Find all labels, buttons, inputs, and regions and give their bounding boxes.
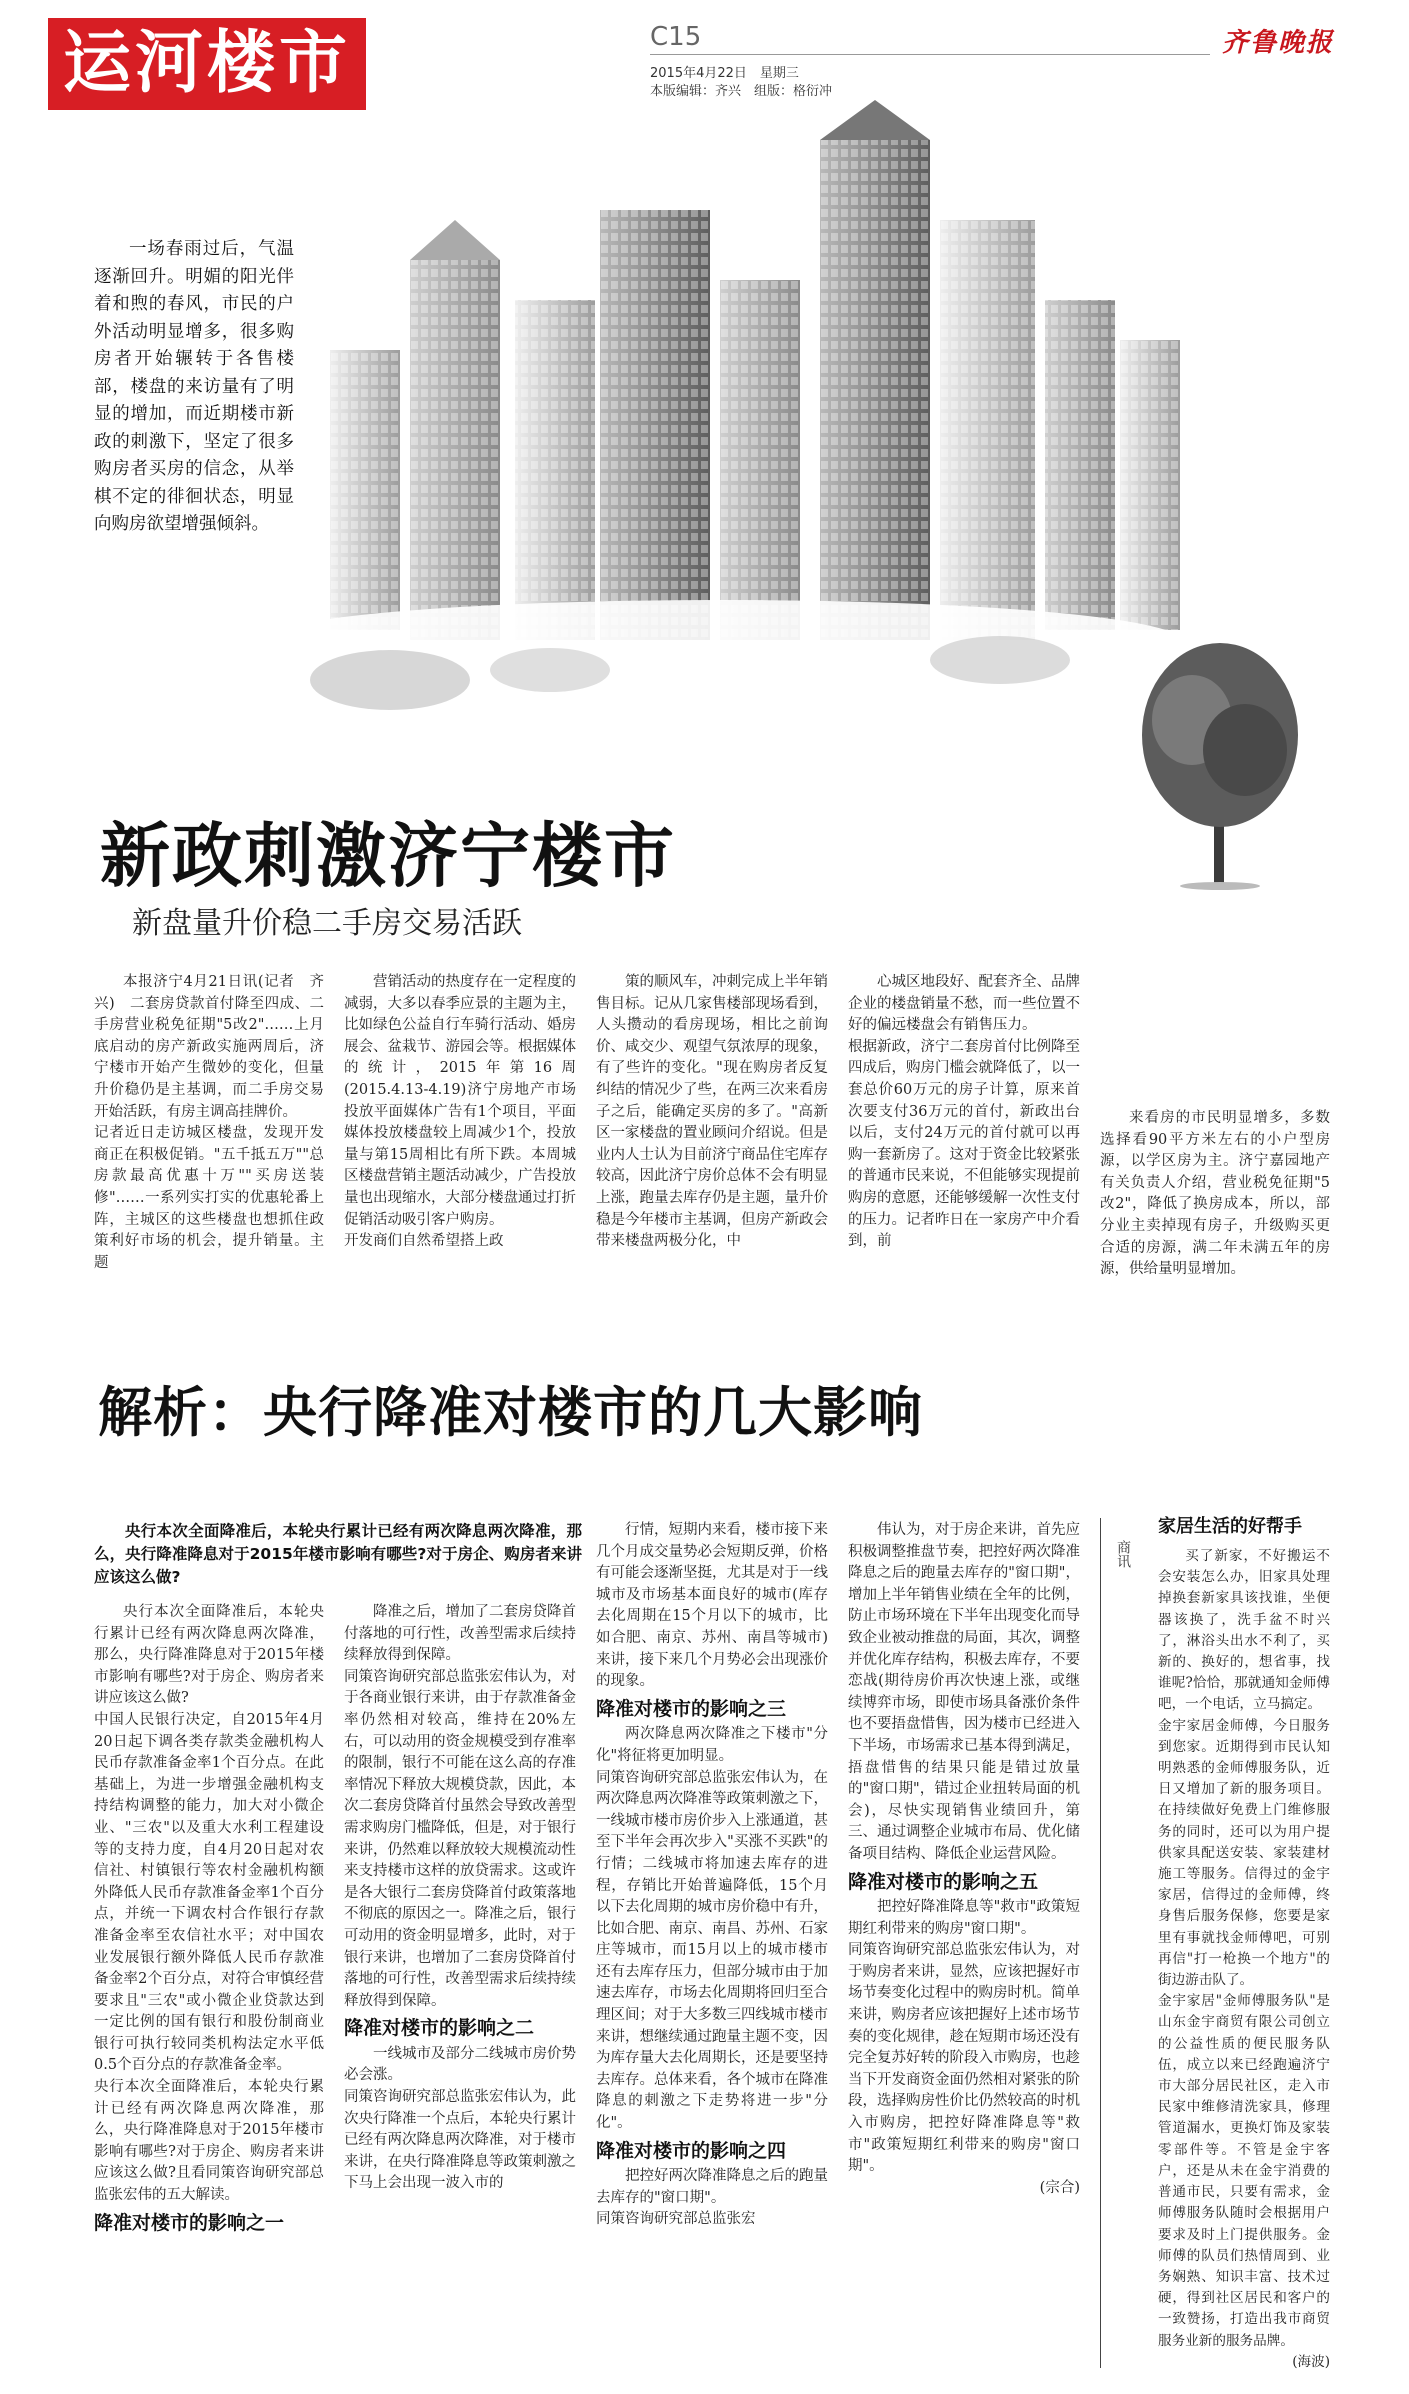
article2-col2 [344, 1602, 576, 2195]
sidebar-body [1158, 1546, 1330, 2373]
date-line: 2015年4月22日 星期三 [650, 66, 799, 81]
article1-col3 [596, 972, 828, 1253]
article2-col4-text: 伟认为，对于房企来讲，首先应积极调整推盘节奏，把控好两次降准降息之后的跑量去库存的"窗口期"，增加上半年销售业绩在全年的比例，防止市场环境在下半年出现变化而导致企业被动推盘的局面，其次，调整并优化库存结构，积极去库存，不要恋战(期待房价再次快速上涨，或继续博弈市场，即使市场具备涨价条件也不要捂盘惜售，因为楼市已经进入下半场，市场需求已基本得到满足，捂盘惜售的结果只能是错过放量的"窗口期"，错过企业扭转局面的机会)，尽快实现销售业绩回升，第三、通过调整企业城市布局、优化储备项目结构、降低企业运营风险。 [848, 1522, 1080, 1862]
article2-col1-text: 央行本次全面降准后，本轮央行累计已经有两次降息两次降准，那么，央行降准降息对于2015年楼市影响有哪些?对于房企、购房者来讲应该这么做? 中国人民银行决定，自2015年4月20日起下调各类存款类金融机构人民币存款准备金率1个百分点。在此基础上，为进一步增强金融机构支持结构调整的能力，加大对小微企业、"三农"以及重大水利工程建设等的支持力度，自4月20日起对农信社、村镇银行等农村金融机构额外降低人民币存款准备金率1个百分点，并统一下调农村合作银行存款准备金率至农信社水平；对中国农业发展银行额外降低人民币存款准备金率2个百分点，对符合审慎经营要求且"三农"或小微企业贷款达到一定比例的国有银行和股份制商业银行可执行较同类机构法定水平低0.5个百分点的存款准备金率。 央行本次全面降准后，本轮央行累计已经有两次降息两次降准，那么，央行降准降息对于2015年楼市影响有哪些?对于房企、购房者来讲应该这么做?且看同策咨询研究部总监张宏伟的五大解读。 [94, 1604, 324, 2204]
article2-intro: 央行本次全面降准后，本轮央行累计已经有两次降息两次降准，那么，央行降准降息对于2015年楼市影响有哪些?对于房企、购房者来讲应该这么做? [94, 1522, 582, 1586]
article1-col2 [344, 972, 576, 1253]
article2-subhead-2: 降准对楼市的影响之二 [344, 2017, 535, 2040]
section-title: 运河楼市 [62, 24, 351, 103]
sidebar-title: 家居生活的好帮手 [1158, 1516, 1302, 1537]
sidebar-divider [1100, 1518, 1101, 2368]
sidebar-label: 商讯 [1115, 1540, 1131, 1568]
article1-col5-text: 来看房的市民明显增多，多数选择看90平方米左右的小户型房源，以学区房为主。济宁嘉园地产有关负责人介绍，营业税免征期"5改2"，降低了换房成本，所以，部分业主卖掉现有房子，升级购买更合适的房源，满二年未满五年的房源，供给量明显增加。 [1100, 1110, 1330, 1278]
article2-subhead-3: 降准对楼市的影响之三 [596, 1697, 787, 1720]
article2-col4 [848, 1520, 1080, 2199]
lead-paragraph: 一场春雨过后，气温逐渐回升。明媚的阳光伴着和煦的春风，市民的户外活动明显增多，很多购房者开始辗转于各售楼部，楼盘的来访量有了明显的增加，而近期楼市新政的刺激下，坚定了很多购房者买房的信念，从举棋不定的徘徊状态，明显向购房欲望增强倾斜。 [94, 239, 294, 534]
page-code: C15 [650, 22, 702, 52]
article2-byline: (宗合) [1039, 2179, 1080, 2196]
article2-subhead-5: 降准对楼市的影响之五 [848, 1870, 1039, 1893]
article2-headline: 解析：央行降准对楼市的几大影响 [98, 1381, 923, 1444]
article2-col4b-text: 把控好降准降息等"救市"政策短期红利带来的购房"窗口期"。 同策咨询研究部总监张宏伟认为，对于购房者来讲，显然，应该把握好市场节奏变化过程中的购房时机。简单来讲，购房者应该把握好上述市场节奏的变化规律，趁在短期市场还没有完全复苏好转的阶段入市购房，也趁当下开发商资金面仍然相对紧张的阶段，选择购房性价比仍然较高的时机入市购房，把控好降准降息等"救市"政策短期红利带来的购房"窗口期"。 [848, 1899, 1080, 2175]
article2-col3b-text: 两次降息两次降准之下楼市"分化"将征将更加明显。 同策咨询研究部总监张宏伟认为，在两次降息两次降准等政策刺激之下，一线城市楼市房价步入上涨通道，甚至下半年会再次步入"买涨不买跌"的行情；二线城市将加速去库存的进程，存销比开始普遍降低，15个月以下去化周期的城市房价稳中有升，比如合肥、南京、南昌、苏州、石家庄等城市，而15月以上的城市楼市还有去库存压力，但部分城市由于加速去库存，市场去化周期将回归至合理区间；对于大多数三四线城市楼市来讲，想继续通过跑量主题不变，因为库存量大去化周期长，还是要坚持去库存。总体来看，各个城市在降准降息的刺激之下走势将进一步"分化"。 [596, 1726, 828, 2132]
sidebar-body-text: 买了新家，不好搬运不会安装怎么办，旧家具处理掉换套新家具该找谁，坐便器该换了，洗手盆不时兴了，淋浴头出水不利了，买新的、换好的，想省事，找谁呢?恰恰，那就通知金师傅吧，一个电话，立马搞定。 金宇家居金师傅，今日服务到您家。近期得到市民认知明熟悉的金师傅服务队，近日又增加了新的服务项目。在持续做好免费上门维修服务的同时，还可以为用户提供家具配送安装、家装建材施工等服务。信得过的金宇家居，信得过的金师傅，终身售后服务保修，您要是家里有事就找金师傅吧，可别再信"打一枪换一个地方"的街边游击队了。 金宇家居"金师傅服务队"是山东金宇商贸有限公司创立的公益性质的便民服务队伍，成立以来已经跑遍济宁市大部分居民社区，走入市民家中维修清洗家具，修理管道漏水，更换灯饰及家装零部件等。不管是金宇客户，还是从未在金宇消费的普通市民，只要有需求，金师傅服务队随时会根据用户要求及时上门提供服务。金师傅的队员们热情周到、业务娴熟、知识丰富、技术过硬，得到社区居民和客户的一致赞扬，打造出我市商贸服务业新的服务品牌。 [1158, 1548, 1330, 2349]
article1-col1 [94, 972, 324, 1274]
article2-subhead-1: 降准对楼市的影响之一 [94, 2211, 285, 2234]
article1-col3-text: 策的顺风车，冲刺完成上半年销售目标。记从几家售楼部现场看到，人头攒动的看房现场，相比之前询价、咸交少、观望气氛浓厚的现象，有了些许的变化。"现在购房者反复纠结的情况少了些，在两三次来看房子之后，能确定买房的多了。"高新区一家楼盘的置业顾问介绍说。但是业内人士认为目前济宁商品住宅库存较高，因此济宁房价总体不会有明显上涨，跑量去库存仍是主题，量升价稳是今年楼市主基调，但房产新政会带来楼盘两极分化，中 [596, 974, 828, 1250]
tree-illustration [1130, 640, 1310, 890]
paper-logo: 齐鲁晚报 [1222, 28, 1335, 58]
section-title-banner [48, 18, 366, 110]
article2-col3c-text: 把控好两次降准降息之后的跑量去库存的"窗口期"。 同策咨询研究部总监张宏 [596, 2168, 828, 2228]
article2-subhead-4: 降准对楼市的影响之四 [596, 2139, 787, 2162]
article2-col1 [94, 1602, 324, 2238]
article2-col3 [596, 1520, 828, 2231]
editor-line: 本版编辑：齐兴 组版：格衍冲 [650, 84, 833, 99]
article2-col2b-text: 一线城市及部分二线城市房价势必会涨。 同策咨询研究部总监张宏伟认为，此次央行降准一个点后，本轮央行累计已经有两次降息两次降准，对于楼市来讲，在央行降准降息等政策刺激之下马上会出现一波入市的 [344, 2045, 576, 2192]
article2-col3-text: 行情，短期内来看，楼市接下来几个月成交量势必会短期反弹，价格有可能会逐渐坚挺，尤其是对于一线城市及市场基本面良好的城市(库存去化周期在15个月以下的城市，比如合肥、南京、苏州、南昌等城市)来讲，接下来几个月势必会出现涨价的现象。 [596, 1522, 828, 1690]
article1-col5 [1100, 1108, 1330, 1281]
article1-headline: 新政刺激济宁楼市 [100, 815, 676, 897]
article2-col2-text: 降准之后，增加了二套房贷降首付落地的可行性，改善型需求后续持续释放得到保障。 同策咨询研究部总监张宏伟认为，对于各商业银行来讲，由于存款准备金率仍然相对较高，维持在20%左右，可以动用的资金规模受到存准率的限制，银行不可能在这么高的存准率情况下释放大规模贷款，因此，本次二套房贷降首付虽然会导致改善型需求购房门槛降低，但是，对于银行来讲，仍然难以释放较大规模流动性来支持楼市这样的放贷需求。这或许是各大银行二套房贷降首付政策落地不彻底的原因之一。降准之后，银行可动用的资金明显增多，此时，对于银行来讲，也增加了二套房贷降首付落地的可行性，改善型需求后续持续释放得到保障。 [344, 1604, 576, 2009]
header-rule [650, 54, 1210, 55]
article1-col2-text: 营销活动的热度存在一定程度的减弱，大多以春季应景的主题为主，比如绿色公益自行车骑行活动、婚房展会、盆栽节、游园会等。根据媒体的统计，2015年第16周(2015.4.13-4.19)济宁房地产市场投放平面媒体广告有1个项目，平面媒体投放楼盘较上周减少1个，投放量与第15周相比有所下跌。本周城区楼盘营销主题活动减少，广告投放量也出现缩水，大部分楼盘通过打折促销活动吸引客户购房。 开发商们自然希望搭上政 [344, 974, 576, 1250]
article1-col1-text: 本报济宁4月21日讯(记者 齐兴) 二套房贷款首付降至四成、二手房营业税免征期"5改2"……上月底启动的房产新政实施两周后，济宁楼市开始产生微妙的变化，但量升价稳仍是主基调，而二手房交易开始活跃，有房主调高挂牌价。 记者近日走访城区楼盘，发现开发商正在积极促销。"五千抵五万""总房款最高优惠十万""买房送装修"……一系列实打实的优惠轮番上阵，主城区的这些楼盘也想抓住政策利好市场的机会，提升销量。主题 [94, 974, 324, 1271]
article1-subheadline: 新盘量升价稳二手房交易活跃 [132, 906, 522, 941]
sidebar-byline: (海波) [1292, 2353, 1330, 2370]
article1-col4-text: 心城区地段好、配套齐全、品牌企业的楼盘销量不愁，而一些位置不好的偏远楼盘会有销售压力。 根据新政，济宁二套房首付比例降至四成后，购房门槛会就降低了，以一套总价60万元的房子计算，原来首次要支付36万元的首付，新政出台以后，支付24万元的首付就可以再购一套新房了。这对于资金比较紧张的普通市民来说，不但能够实现提前购房的意愿，还能够缓解一次性支付的压力。记者昨日在一家房产中介看到，前 [848, 974, 1080, 1250]
article1-col4 [848, 972, 1080, 1253]
